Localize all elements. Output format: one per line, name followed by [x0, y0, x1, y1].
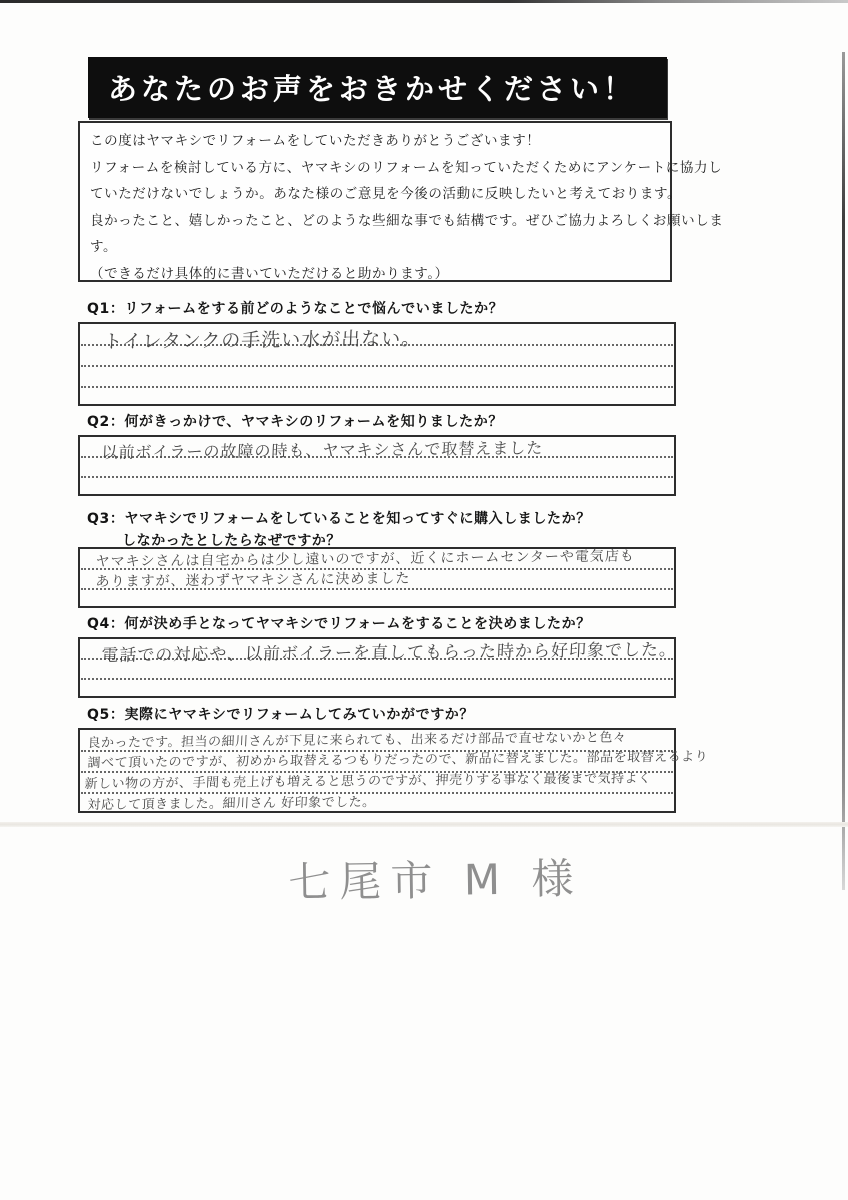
- handwritten-answer: ヤマキシさんは自宅からは少し遠いのですが、近くにホームセンターや電気店も: [95, 548, 636, 571]
- question-3-answer-box: [78, 547, 676, 608]
- handwritten-answer: トイレタンクの手洗い水が出ない。: [102, 327, 422, 354]
- intro-line: （できるだけ具体的に書いていただけると助かります。）: [90, 265, 449, 282]
- handwritten-answer: ありますが、迷わずヤマキシさんに決めました: [95, 570, 411, 591]
- question-1-answer-box: [78, 322, 676, 406]
- intro-box: [78, 121, 724, 282]
- header-banner: [88, 57, 667, 118]
- handwritten-answer: 新しい物の方が、手間も売上げも増えると思うのですが、押売りする事なく最後まで気持よく: [84, 771, 652, 793]
- handwritten-answer: 以前ボイラーの故障の時も、ヤマキシさんで取替えました: [101, 438, 544, 463]
- question-3-sublabel: しなかったとしたらなぜですか？: [122, 533, 341, 549]
- question-3-label: Q3：ヤマキシでリフォームをしていることを知ってすぐに購入しましたか？: [87, 511, 591, 527]
- scan-artifact-top-edge: [0, 0, 848, 3]
- scan-artifact-fold-line: [0, 822, 848, 827]
- intro-line: リフォームを検討している方に、ヤマキシのリフォームを知っていただくためにアンケートに協力し: [90, 159, 723, 176]
- intro-line: この度はヤマキシでリフォームをしていただきありがとうございます！: [90, 133, 541, 149]
- question-4-answer-box: [78, 637, 676, 698]
- question-1-label: Q1：リフォームをする前どのようなことで悩んでいましたか？: [87, 301, 504, 317]
- page-title: あなたのお声をおきかせください！: [108, 72, 637, 106]
- intro-line: ていただけないでしょうか。あなた様のご意見を今後の活動に反映したいと考えております。: [90, 186, 682, 202]
- handwritten-signature: 七尾市 M 様: [288, 853, 583, 907]
- handwritten-answer: 良かったです。担当の細川さんが下見に来られても、出来るだけ部品で直せないかと色々: [87, 730, 627, 752]
- question-4-label: Q4：何が決め手となってヤマキシでリフォームをすることを決めましたか？: [87, 616, 591, 632]
- question-5-answer-box: [78, 728, 709, 814]
- ruled-line: [81, 678, 673, 680]
- intro-line: 良かったこと、嬉しかったこと、どのような些細な事でも結構です。ぜひご協力よろしくお願いしま: [90, 212, 724, 229]
- ruled-line: [81, 476, 673, 478]
- intro-line: す。: [90, 239, 118, 255]
- handwritten-answer: 調べて頂いたのですが、初めから取替えるつもりだったので、新品に替えました。部品を取替えるより: [87, 749, 709, 772]
- question-2-label: Q2：何がきっかけで、ヤマキシのリフォームを知りましたか？: [87, 414, 503, 430]
- question-2-answer-box: [78, 435, 676, 496]
- handwritten-answer: 対応して頂きました。細川さん 好印象でした。: [87, 794, 376, 814]
- handwritten-answer: 電話での対応や、以前ボイラーを直してもらった時から好印象でした。: [100, 639, 678, 667]
- ruled-line: [81, 365, 673, 367]
- scan-artifact-right-edge: [842, 52, 845, 890]
- ruled-line: [81, 386, 673, 388]
- question-5-label: Q5：実際にヤマキシでリフォームしてみていかがですか？: [87, 707, 475, 723]
